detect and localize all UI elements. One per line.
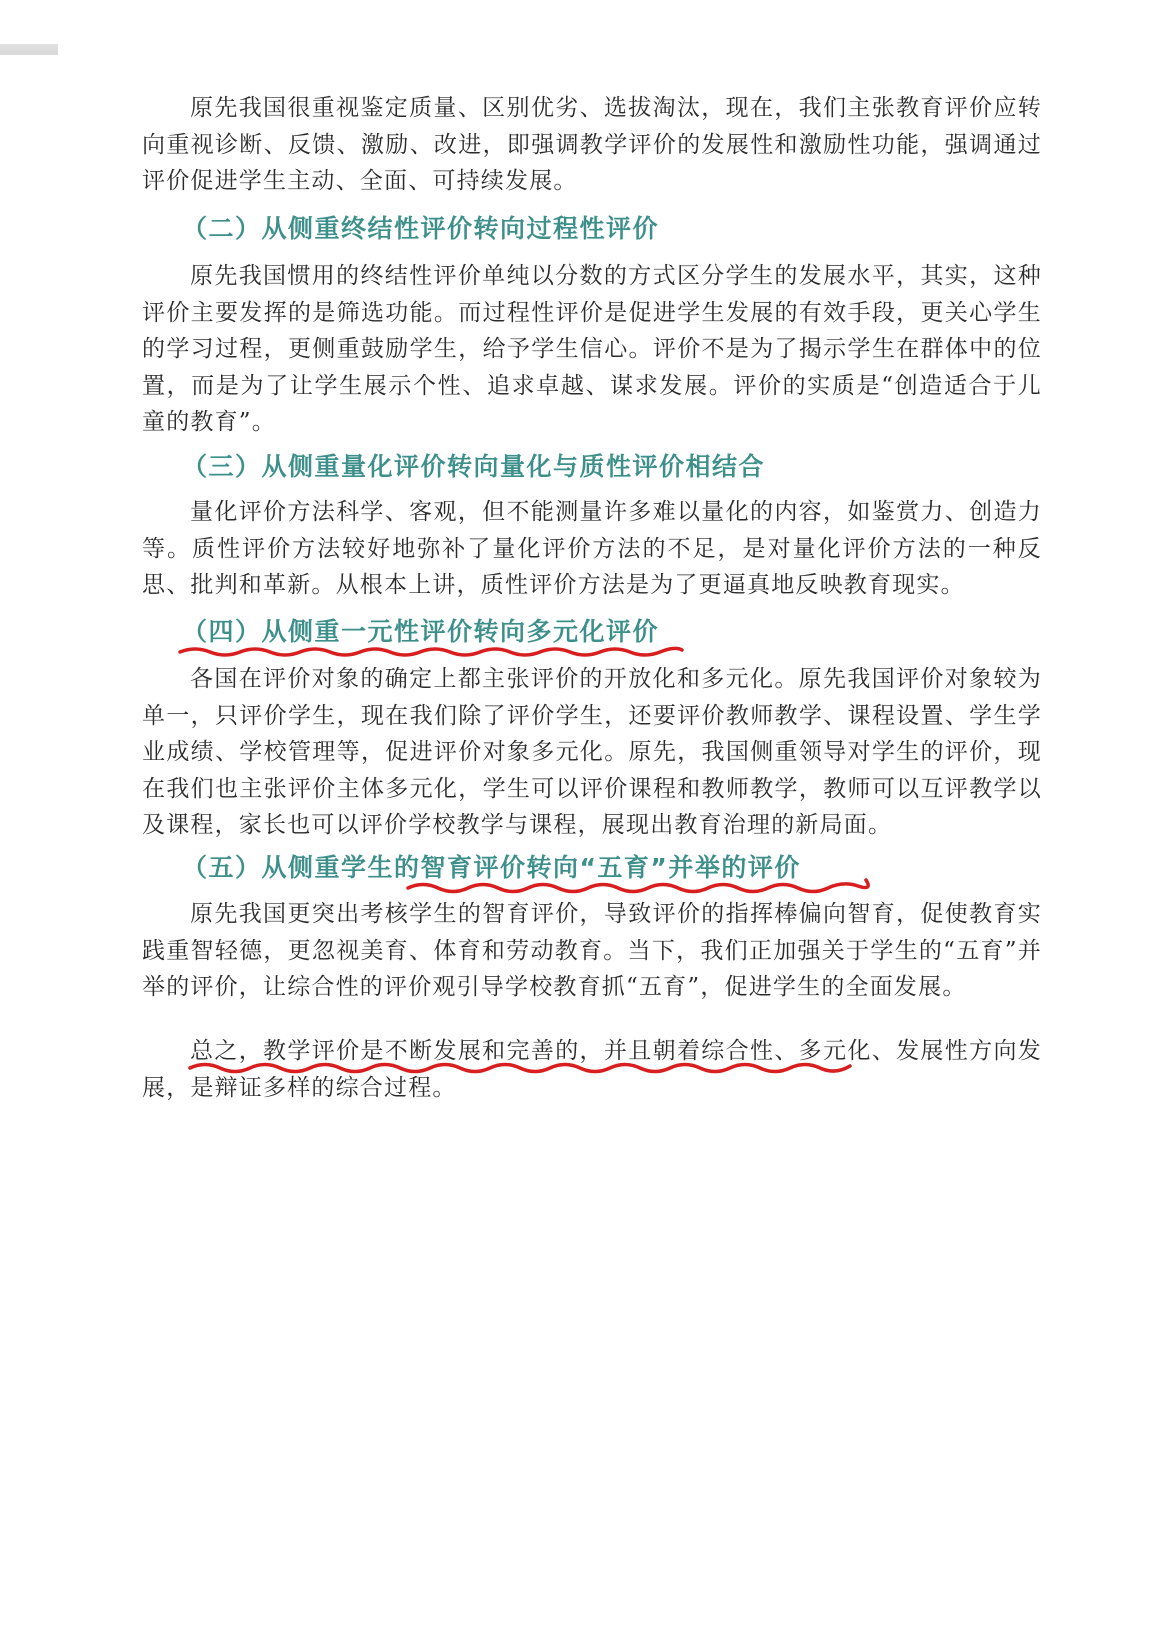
heading-five-education-evaluation: （五）从侧重学生的智育评价转向“五育”并举的评价 [182,853,801,882]
scan-corner-mark [0,44,58,55]
heading-process-evaluation: （二）从侧重终结性评价转向过程性评价 [182,214,660,243]
paragraph-qualitative-evaluation: 量化评价方法科学、客观，但不能测量许多难以量化的内容，如鉴赏力、创造力等。质性评价方法较好地弥补了量化评价方法的不足，是对量化评价方法的一种反思、批判和革新。从根本上讲，质性评价方法是为了更逼真地反映教育现实。 [142,499,1042,598]
heading-qualitative-evaluation: （三）从侧重量化评价转向量化与质性评价相结合 [182,452,766,481]
paragraph-evaluation-function: 原先我国很重视鉴定质量、区别优劣、选拔淘汰，现在，我们主张教育评价应转向重视诊断、反馈、激励、改进，即强调教学评价的发展性和激励性功能，强调通过评价促进学生主动、全面、可持续发展。 [142,95,1042,194]
paragraph-process-evaluation: 原先我国惯用的终结性评价单纯以分数的方式区分学生的发展水平，其实，这种评价主要发挥的是筛选功能。而过程性评价是促进学生发展的有效手段，更关心学生的学习过程，更侧重鼓励学生，给予学生信心。评价不是为了揭示学生在群体中的位置，而是为了让学生展示个性、追求卓越、谋求发展。评价的实质是“创造适合于儿童的教育”。 [142,263,1042,435]
paragraph-conclusion: 总之，教学评价是不断发展和完善的，并且朝着综合性、多元化、发展性方向发展，是辩证多样的综合过程。 [142,1038,1042,1101]
wavy-underline-heading-four [180,648,682,655]
paragraph-five-education-evaluation: 原先我国更突出考核学生的智育评价，导致评价的指挥棒偏向智育，促使教育实践重智轻德，更忽视美育、体育和劳动教育。当下，我们正加强关于学生的“五育”并举的评价，让综合性的评价观引导学校教育抓“五育”，促进学生的全面发展。 [142,901,1042,1000]
heading-diversified-evaluation: （四）从侧重一元性评价转向多元化评价 [182,617,660,646]
paragraph-diversified-evaluation: 各国在评价对象的确定上都主张评价的开放化和多元化。原先我国评价对象较为单一，只评价学生，现在我们除了评价学生，还要评价教师教学、课程设置、学生学业成绩、学校管理等，促进评价对象多元化。原先，我国侧重领导对学生的评价，现在我们也主张评价主体多元化，学生可以评价课程和教师教学，教师可以互评教学以及课程，家长也可以评价学校教学与课程，展现出教育治理的新局面。 [142,666,1042,838]
